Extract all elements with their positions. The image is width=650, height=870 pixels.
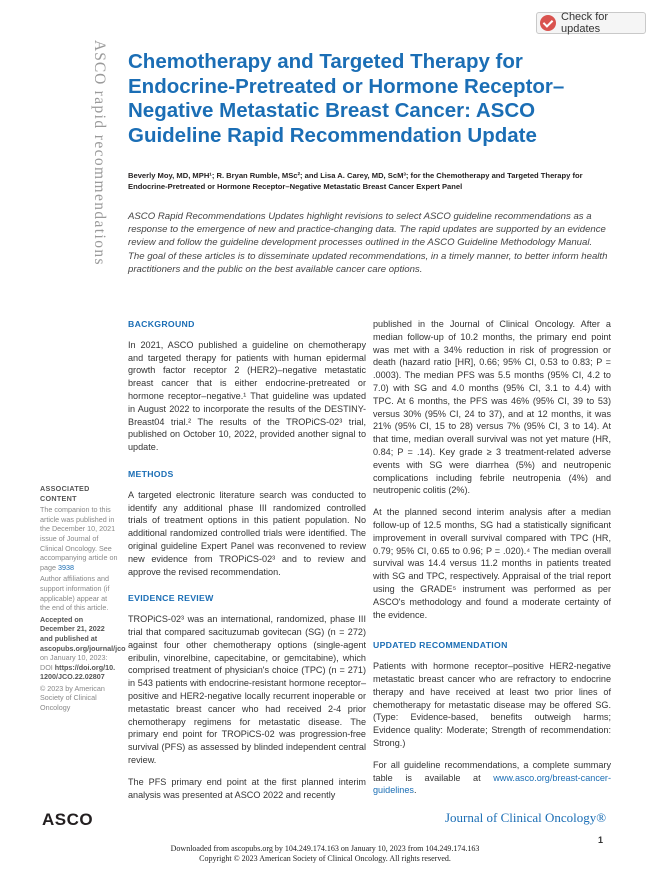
updated-recommendation-heading: UPDATED RECOMMENDATION [373,640,508,651]
page-link[interactable]: 3938 [58,562,74,572]
side-label-asco: ASCO [91,40,108,86]
page-number: 1 [598,835,604,845]
author-list: Beverly Moy, MD, MPH¹; R. Bryan Rumble, MSc²; and Lisa A. Carey, MD, ScM³; for the Chemotherapy and Targeted Therapy for Endocrine-Pretreated or Hormone Receptor–Negative Metastatic Breast Cancer Expert Panel [128,171,583,191]
side-section-label [82,40,108,360]
doi-link[interactable]: https://doi.org/10.1200/JCO.22.02807 [40,662,116,682]
associated-content-heading: ASSOCIATED CONTENT [40,484,90,503]
methods-text: A targeted electronic literature search was conducted to identify any additional phase III randomized controlled trials of treatment options in this patient population. No additional randomized controlled trials were identified. The original guideline Expert Panel was reconvened to review new evidence from TROPiCS-02³ and to review and approve the revised recommendation. [128,489,366,577]
background-heading: BACKGROUND [128,319,195,329]
abstract: ASCO Rapid Recommendations Updates highlight revisions to select ASCO guideline recommendations as a response to the emergence of new and practice-changing data. The rapid updates are supported by an evidence review and follow the guideline development processes outlined in the ASCO Guideline Methodology Manual. The goal of these articles is to disseminate updated recommendations, in a timely manner, to better inform health practitioners and the public on the best available cancer care options. [128,211,608,275]
methods-heading: METHODS [128,468,174,479]
check-for-updates-button[interactable] [536,12,646,34]
article-title: Chemotherapy and Targeted Therapy for Endocrine-Pretreated or Hormone Receptor–Negative Metastatic Breast Cancer: ASCO Guideline Rapid Recommendation Update [128,50,565,147]
publication-note: Accepted on December 21, 2022 and published at ascopubs.org/journal/jco on January 10, 2023: DOI https://doi.org/10.1200/JCO.22.02807 [40,614,126,682]
check-for-updates-label: Check for updates [561,11,609,35]
copyright-line: Copyright © 2023 American Society of Clinical Oncology. All rights reserved. [199,853,451,863]
associated-content-sidebar [40,484,126,715]
updated-recommendation-text: Patients with hormone receptor–positive HER2-negative metastatic breast cancer who are refractory to endocrine therapy and have received at least two prior lines of chemotherapy for metastatic disease may be offered SG. (Type: Evidence-based, benefits outweigh harms; Evidence quality: Moderate; Strength of recommendation: Strong.) [373,661,611,748]
check-update-icon [540,15,556,31]
download-footer [0,844,650,863]
download-line: Downloaded from ascopubs.org by 104.249.174.163 on January 10, 2023 from 104.249.174.163 [170,844,480,853]
evidence-text-1: TROPiCS-02³ was an international, randomized, phase III trial that compared sacituzumab govitecan (SG) (n = 272) against four other chemotherapy options (single-agent eribulin, vinorelbine, capecitabine, or gemcitabine), which comprised treatment of physician's choice (TPC) (n = 271) in 543 patients with endocrine-resistant hormone receptor–positive and HER2-negative locally recurrent inoperable or metastatic breast cancer who had received 2-4 prior chemotherapy regimens for metastatic disease. The primary end point for TROPiCS-02 was progression-free survival (PFS) as assessed by blinded independent central review. [128,614,366,765]
journal-logo: Journal of Clinical Oncology® [445,810,607,825]
asco-logo: ASCO [42,810,94,829]
companion-note: The companion to this article was published in the December 10, 2021 issue of Journal of Clinical Oncology. See accompanying article on page 3938 [40,505,118,572]
side-label-rest: rapid recommendations [91,85,108,266]
journal-site-link[interactable]: ascopubs.org/journal/jco [40,643,126,653]
results-text-2: At the planned second interim analysis after a median follow-up of 12.5 months, SG had a statistically significant improvement in overall survival compared with TPC (HR, 0.79; 95% CI, 0.65 to 0.96; P = .020).⁴ The median overall survival was 14.4 versus 11.2 months in patients treated with SG and TPC, respectively. Appraisal of the trial report using the GRADE⁵ instrument was performed as per ASCO's methodology and found a moderate certainty of the evidence. [373,507,611,620]
summary-table-text: For all guideline recommendations, a complete summary table is available at www.asco.org/breast-cancer-guidelines. [373,759,611,796]
left-column [128,318,366,810]
background-text: In 2021, ASCO published a guideline on chemotherapy and targeted therapy for patients with human epidermal growth factor receptor 2 (HER2)–negative metastatic breast cancer that is either endocrine-pretreated or hormone receptor–negative.¹ That guideline was updated in August 2022 to incorporate the results of the DESTINY-Breast04 trial.² The results of the TROPiCS-02³ trial, published on October 10, 2022, provided another signal to update. [128,339,366,453]
guidelines-link[interactable]: www.asco.org/breast-cancer-guidelines [373,772,611,796]
copyright-note: © 2023 by American Society of Clinical Oncology [40,683,105,713]
right-column [373,318,611,806]
results-text-1: published in the Journal of Clinical Oncology. After a median follow-up of 10.2 months, the primary end point was met with a 34% reduction in risk of progression or death (hazard ratio [HR], 0.66; 95% CI, 0.53 to 0.83; P = .0003). The median PFS was 5.5 months (95% CI, 4.2 to 7.0) with SG and 4.0 months (95% CI, 3.1 to 4.4) with TPC. At 6 months, the PFS was 46% (95% CI, 39 to 53) versus 30% (95% CI, 24 to 37), and at 12 months, it was 21% (95% CI, 15 to 28) versus 7% (95% CI, 3 to 14). At that time, median overall survival was not yet mature (HR, 0.84; P = .14). Key grade ≥ 3 treatment-related adverse events with SG were diarrhea (5%) and neutropenic complications including febrile neutropenia (4%) and neutropenic colitis (2%). [373,319,611,496]
affiliations-note: Author affiliations and support information (if applicable) appear at the end of this article. [40,574,110,613]
evidence-heading: EVIDENCE REVIEW [128,593,214,604]
evidence-text-2: The PFS primary end point at the first planned interim analysis was presented at ASCO 2022 and recently [128,776,366,800]
